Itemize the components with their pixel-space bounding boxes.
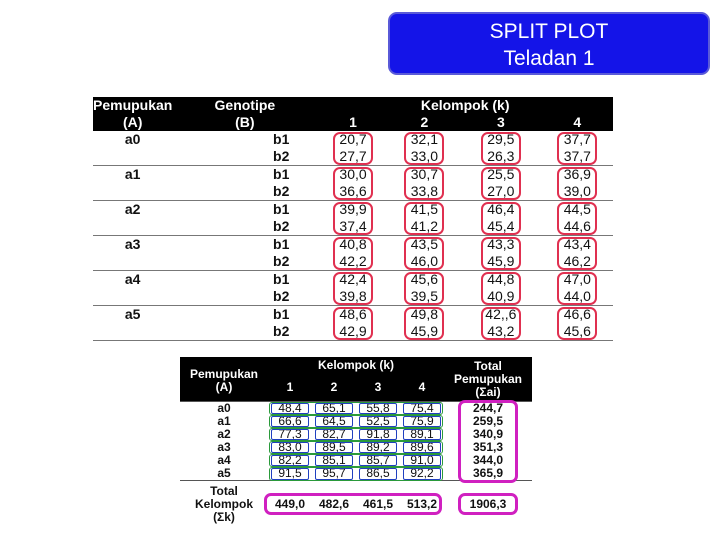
summary-cell: 95,7 <box>322 466 346 480</box>
summary-header-factor-a-code: (A) <box>215 380 233 394</box>
summary-cell: 83,0 <box>278 440 302 454</box>
summary-cell: 89,2 <box>366 440 390 454</box>
yield-cell: 20,7 <box>339 131 367 147</box>
summary-cell: 91,5 <box>278 466 302 480</box>
summary-header-block-2: 2 <box>312 373 356 402</box>
summary-header-block-group: Kelompok (k) <box>268 357 444 373</box>
summary-cell: 92,2 <box>410 466 434 480</box>
yield-cell: 45,6 <box>542 323 613 341</box>
summary-cell: 89,5 <box>322 440 346 454</box>
header-factor-a-code: (A) <box>93 114 172 131</box>
summary-header-total-line1: Total <box>474 358 502 373</box>
table-row <box>93 253 613 271</box>
header-block-4: 4 <box>542 114 613 131</box>
summary-header-block-1: 1 <box>268 373 312 402</box>
summary-cell: 89,1 <box>410 427 434 441</box>
block-total-2: 482,6 <box>312 481 356 528</box>
summary-table <box>180 357 532 527</box>
block-total-3: 461,5 <box>356 481 400 528</box>
summary-cell: 48,4 <box>278 401 302 415</box>
title-line-1: SPLIT PLOT <box>489 20 609 43</box>
yield-cell: 44,6 <box>563 218 591 234</box>
genotype-level: b2 <box>273 253 290 269</box>
yield-cell: 27,7 <box>339 148 367 164</box>
genotype-level: b2 <box>273 288 290 304</box>
yield-cell: 49,8 <box>389 306 460 324</box>
yield-cell: 41,5 <box>389 201 460 219</box>
yield-cell: 42,9 <box>317 323 388 341</box>
yield-cell: 46,0 <box>410 253 439 269</box>
yield-cell: 44,5 <box>542 201 613 219</box>
header-block-2: 2 <box>389 114 460 131</box>
yield-cell: 46,2 <box>563 253 591 269</box>
table-row <box>93 131 613 148</box>
summary-cell: 75,9 <box>410 414 434 428</box>
summary-total-label-line3: (Σk) <box>213 509 235 524</box>
summary-factor-a-level: a0 <box>217 401 231 415</box>
fertilizer-total: 344,0 <box>472 453 504 467</box>
yield-cell: 44,0 <box>563 288 591 304</box>
table-row <box>93 306 613 324</box>
yield-cell: 36,9 <box>542 166 613 184</box>
yield-cell: 42,4 <box>317 271 388 289</box>
yield-cell: 43,2 <box>460 323 542 341</box>
yield-cell: 45,4 <box>487 218 515 234</box>
yield-cell: 46,4 <box>460 201 542 219</box>
yield-cell: 41,2 <box>410 218 439 234</box>
factor-a-level: a3 <box>93 236 172 254</box>
yield-cell: 30,7 <box>389 166 460 184</box>
genotype-level: b1 <box>172 166 317 184</box>
summary-header-total <box>444 357 532 402</box>
yield-cell: 37,7 <box>563 131 591 147</box>
summary-factor-a-level: a5 <box>217 466 231 480</box>
genotype-level: b1 <box>172 271 317 289</box>
yield-cell: 33,8 <box>410 183 439 199</box>
factor-a-level: a4 <box>93 271 172 289</box>
header-factor-b: Genotipe <box>172 97 317 114</box>
summary-total-row-label <box>180 481 268 528</box>
header-factor-b-code: (B) <box>172 114 317 131</box>
table-row <box>93 218 613 236</box>
table-row <box>93 183 613 201</box>
summary-header-total-line2: Pemupukan <box>453 371 522 386</box>
summary-cell: 65,1 <box>322 401 346 415</box>
yield-cell: 43,3 <box>460 236 542 254</box>
yield-cell: 29,5 <box>487 131 515 147</box>
genotype-level: b1 <box>172 201 317 219</box>
yield-cell: 26,3 <box>487 148 515 164</box>
summary-cell: 85,7 <box>366 453 390 467</box>
data-table <box>93 97 613 341</box>
fertilizer-total: 259,5 <box>472 414 504 428</box>
summary-factor-a-level: a4 <box>217 453 231 467</box>
grand-total: 1906,3 <box>444 481 532 528</box>
yield-cell: 32,1 <box>410 131 439 147</box>
table-row <box>93 323 613 341</box>
fertilizer-total: 351,3 <box>472 440 504 454</box>
summary-header-block-3: 3 <box>356 373 400 402</box>
header-block-1: 1 <box>317 114 388 131</box>
genotype-level: b2 <box>172 323 317 341</box>
genotype-level: b2 <box>273 218 290 234</box>
summary-cell: 82,2 <box>278 453 302 467</box>
yield-cell: 36,6 <box>339 183 367 199</box>
summary-cell: 77,3 <box>278 427 302 441</box>
yield-cell: 27,0 <box>487 183 515 199</box>
factor-a-level <box>93 183 172 201</box>
summary-cell: 55,8 <box>366 401 390 415</box>
factor-a-level: a1 <box>93 166 172 184</box>
summary-factor-a-level: a3 <box>217 440 231 454</box>
yield-cell: 30,0 <box>317 166 388 184</box>
summary-total-label-line2: Kelompok <box>194 496 253 511</box>
genotype-level: b2 <box>273 183 290 199</box>
summary-header-block-4: 4 <box>400 373 444 402</box>
factor-a-level <box>93 323 172 341</box>
factor-a-level: a2 <box>93 201 172 219</box>
summary-cell: 89,6 <box>410 440 434 454</box>
summary-factor-a-level: a1 <box>217 414 231 428</box>
yield-cell: 33,0 <box>410 148 439 164</box>
yield-cell: 43,5 <box>389 236 460 254</box>
summary-row <box>180 467 532 481</box>
yield-cell: 40,8 <box>317 236 388 254</box>
yield-cell: 48,6 <box>317 306 388 324</box>
summary-total-label-line1: Total <box>210 483 238 498</box>
header-block-group: Kelompok (k) <box>317 97 613 114</box>
table-row <box>93 148 613 166</box>
table-row <box>93 236 613 254</box>
genotype-level: b2 <box>273 148 290 164</box>
yield-cell: 39,0 <box>563 183 591 199</box>
yield-cell: 45,9 <box>389 323 460 341</box>
genotype-level: b1 <box>273 131 290 147</box>
summary-cell: 66,6 <box>278 414 302 428</box>
summary-factor-a-level: a2 <box>217 427 231 441</box>
title-banner <box>388 12 710 75</box>
summary-cell: 64,5 <box>322 414 346 428</box>
yield-cell: 25,5 <box>460 166 542 184</box>
genotype-level: b1 <box>172 306 317 324</box>
yield-cell: 43,4 <box>542 236 613 254</box>
fertilizer-total: 365,9 <box>472 466 504 480</box>
yield-cell: 42,,6 <box>460 306 542 324</box>
table-row <box>93 271 613 289</box>
fertilizer-total: 244,7 <box>472 401 504 415</box>
block-total-1: 449,0 <box>268 481 312 528</box>
summary-cell: 85,1 <box>322 453 346 467</box>
factor-a-level <box>93 218 172 236</box>
summary-cell: 91,8 <box>366 427 390 441</box>
genotype-level: b1 <box>172 236 317 254</box>
table-row <box>93 201 613 219</box>
yield-cell: 37,7 <box>563 148 591 164</box>
summary-cell: 86,5 <box>366 466 390 480</box>
yield-cell: 39,8 <box>339 288 367 304</box>
factor-a-level <box>93 148 172 166</box>
fertilizer-total: 340,9 <box>472 427 504 441</box>
factor-a-level <box>93 288 172 306</box>
factor-a-level: a5 <box>93 306 172 324</box>
summary-header-factor-a-name: Pemupukan <box>189 367 258 381</box>
yield-cell: 45,9 <box>487 253 515 269</box>
header-block-3: 3 <box>460 114 542 131</box>
table-row <box>93 288 613 306</box>
yield-cell: 46,6 <box>542 306 613 324</box>
yield-cell: 39,9 <box>317 201 388 219</box>
title-line-2: Teladan 1 <box>503 47 595 70</box>
factor-a-level <box>93 253 172 271</box>
block-total-4: 513,2 <box>400 481 444 528</box>
summary-cell: 52,5 <box>366 414 390 428</box>
summary-header-factor-a <box>180 357 268 402</box>
factor-a-level: a0 <box>124 131 141 147</box>
yield-cell: 37,4 <box>339 218 367 234</box>
summary-cell: 75,4 <box>410 401 434 415</box>
table-row <box>93 166 613 184</box>
yield-cell: 40,9 <box>487 288 515 304</box>
summary-cell: 82,7 <box>322 427 346 441</box>
yield-cell: 47,0 <box>542 271 613 289</box>
summary-row <box>180 402 532 416</box>
summary-cell: 91,0 <box>410 453 434 467</box>
yield-cell: 45,6 <box>389 271 460 289</box>
yield-cell: 44,8 <box>460 271 542 289</box>
summary-header-total-line3: (Σai) <box>475 384 501 399</box>
header-factor-a: Pemupukan <box>93 97 173 113</box>
yield-cell: 42,2 <box>339 253 367 269</box>
yield-cell: 39,5 <box>410 288 439 304</box>
